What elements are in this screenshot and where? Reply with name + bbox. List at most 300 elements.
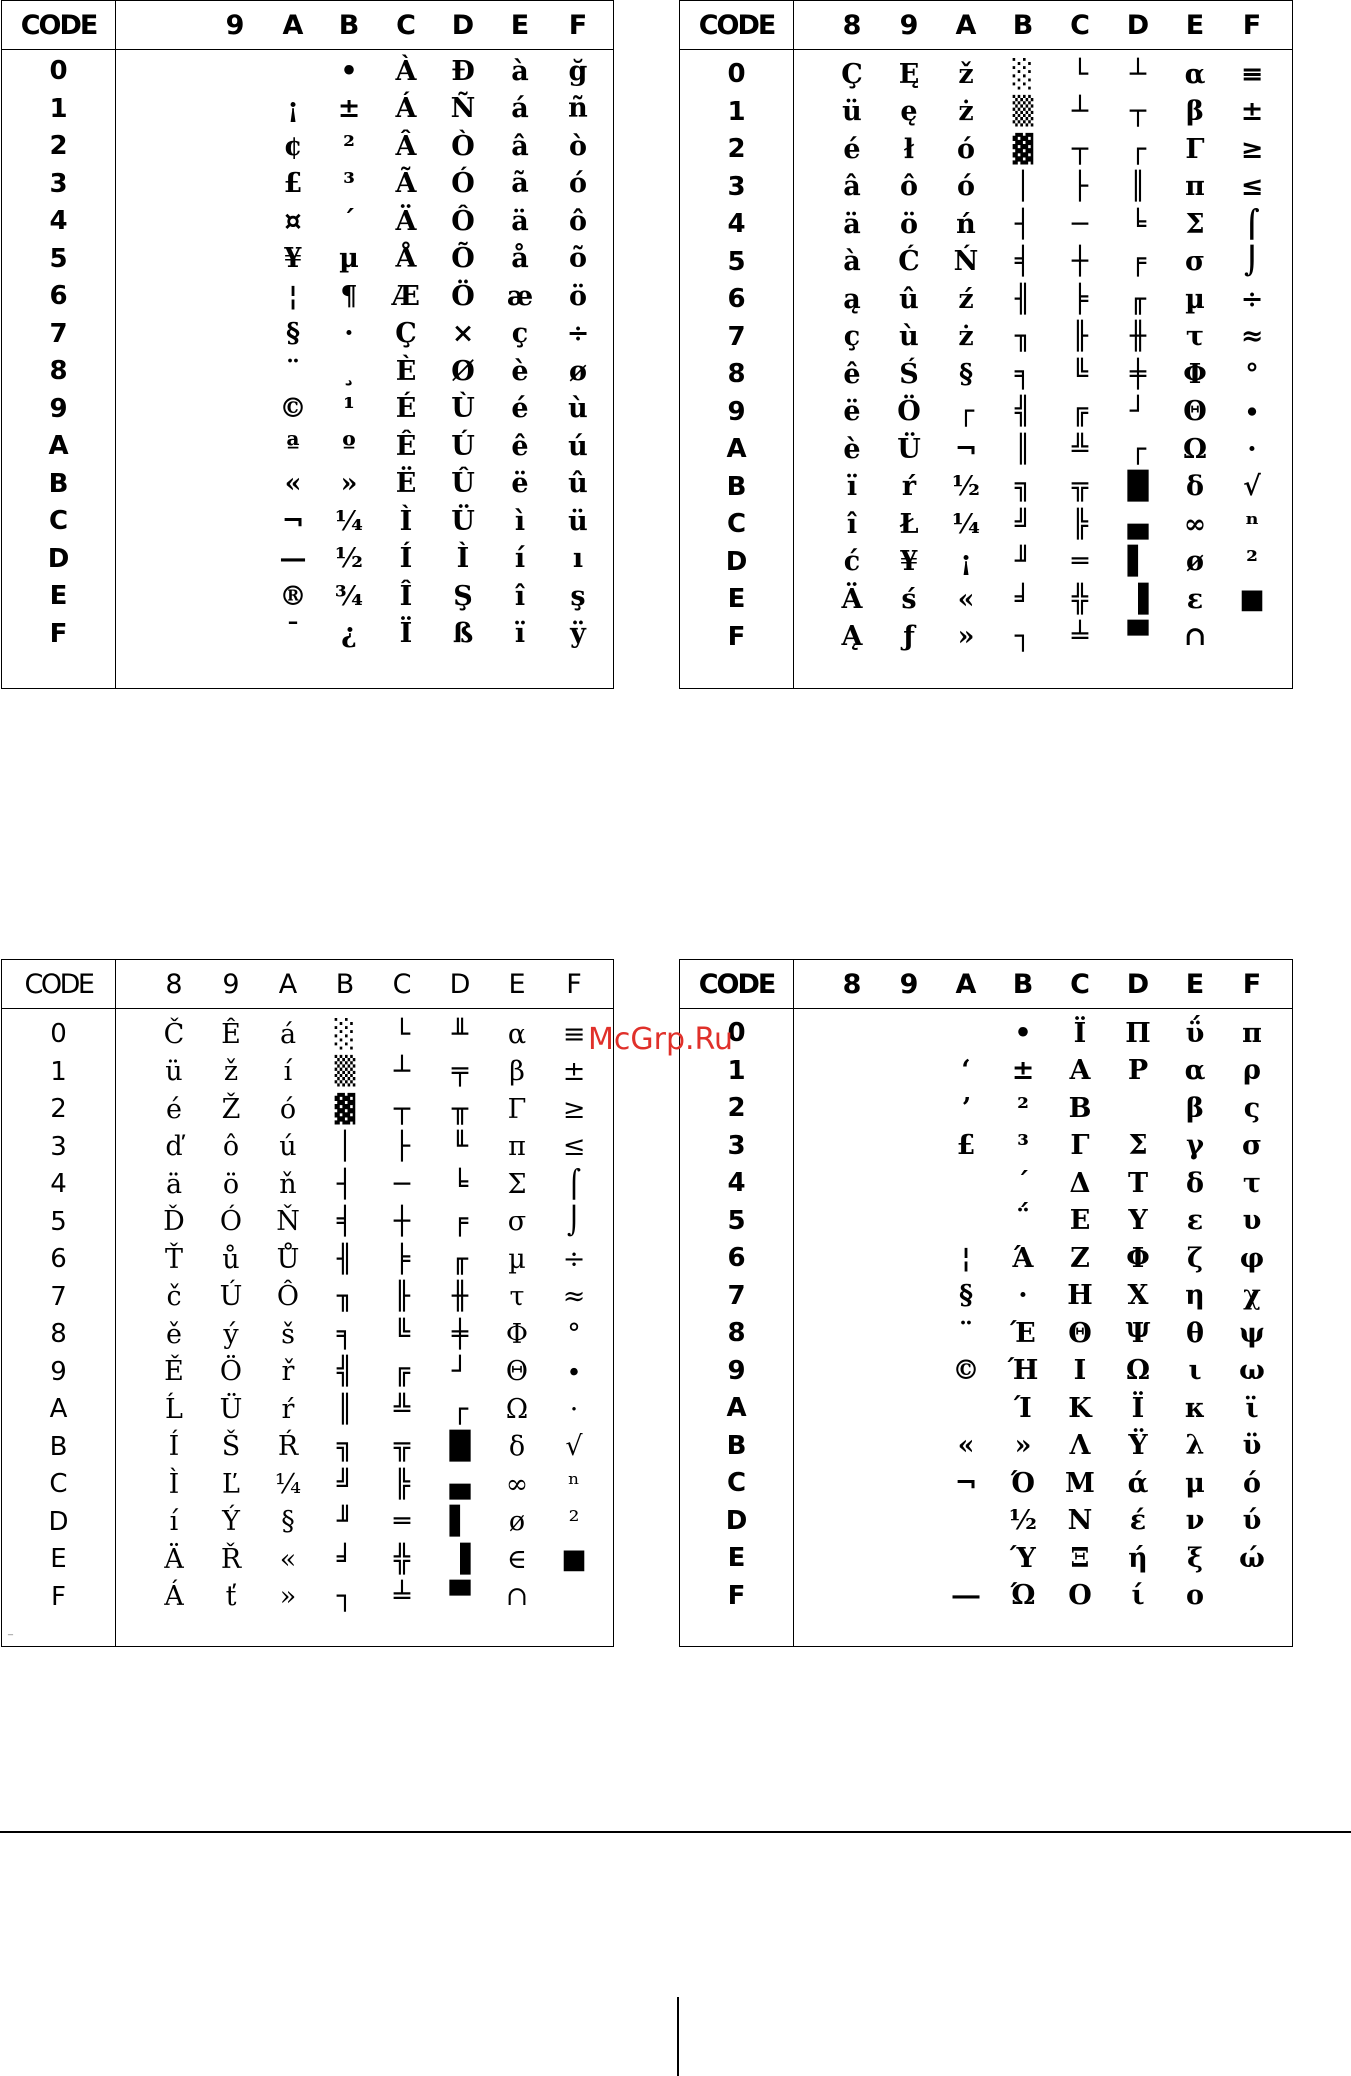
row-code-label: 9 [50, 1356, 67, 1387]
char-cell: ¨ [286, 355, 300, 387]
char-cell: ç [843, 321, 861, 352]
char-cell: ├ [393, 1131, 411, 1162]
char-cell: ± [1240, 96, 1264, 127]
char-cell [828, 1541, 876, 1575]
char-cell: Ά [1012, 1242, 1034, 1274]
char-cell: Ò [451, 130, 475, 162]
char-cell: è [511, 355, 529, 387]
row-code-label: C [48, 506, 69, 536]
char-cell: ř [281, 1356, 295, 1387]
char-cell: ® [279, 580, 307, 612]
row-code-label: 7 [49, 318, 68, 349]
column-header: 8 [842, 968, 862, 1000]
char-cell: ┬ [1129, 96, 1147, 127]
char-cell: ³ [1017, 1130, 1029, 1161]
char-cell: ň [279, 1168, 297, 1200]
char-cell: ğ [568, 55, 588, 87]
row-code-label: 7 [727, 321, 746, 352]
char-cell: ≡ [562, 1018, 586, 1050]
row-code-label: D [725, 1505, 748, 1536]
char-cell: ∞ [1183, 508, 1207, 540]
char-cell [885, 1391, 933, 1425]
char-cell: ┐ [336, 1581, 354, 1612]
char-cell: ╪ [451, 1318, 469, 1350]
column-header: D [1126, 968, 1150, 1000]
char-cell: Â [395, 130, 417, 162]
char-cell [885, 1316, 933, 1350]
column-header: F [568, 9, 588, 41]
char-cell: î [846, 508, 858, 540]
char-cell: í [169, 1506, 179, 1537]
char-cell: â [843, 171, 861, 202]
char-cell: ś [901, 583, 917, 615]
char-cell: Ι [1073, 1355, 1087, 1386]
char-cell: ź [958, 283, 974, 315]
char-cell: ¾ [334, 580, 364, 612]
char-cell: Ð [451, 55, 475, 87]
char-cell: ▀ [1127, 621, 1149, 652]
char-cell: Ü [897, 433, 921, 465]
char-cell: β [509, 1056, 525, 1087]
char-cell: σ [1242, 1130, 1262, 1161]
char-cell: β [1186, 1092, 1204, 1124]
char-cell: ≤ [1240, 171, 1264, 202]
char-cell: ¥ [283, 243, 303, 274]
char-cell: ╪ [1129, 358, 1147, 390]
char-cell: λ [1185, 1430, 1205, 1461]
char-cell: Ù [451, 393, 475, 424]
char-cell: ¬ [281, 505, 305, 537]
char-cell: ± [562, 1056, 586, 1087]
char-cell: ó [956, 171, 975, 202]
char-cell: ╖ [336, 1281, 354, 1312]
char-cell: « [279, 1543, 297, 1575]
char-cell: á [279, 1018, 297, 1050]
char-cell [550, 1580, 598, 1614]
char-cell [828, 1316, 876, 1350]
char-cell: ▌ [449, 1506, 471, 1537]
row-code-label: C [726, 1468, 747, 1498]
row-code-label: E [727, 584, 746, 614]
char-cell: Α [1069, 1055, 1091, 1086]
char-cell: ┤ [1014, 208, 1032, 240]
char-cell [828, 1166, 876, 1200]
horizontal-divider [0, 1831, 1351, 1833]
char-cell: Ή [1007, 1355, 1039, 1386]
char-cell: Κ [1068, 1392, 1092, 1424]
char-cell: Ì [456, 543, 470, 574]
char-cell: ╗ [1014, 471, 1032, 502]
char-cell [211, 92, 259, 126]
code-header: CODE [24, 968, 93, 1000]
char-cell: δ [508, 1431, 526, 1462]
char-cell: ³ [343, 168, 355, 199]
column-header: A [955, 9, 977, 41]
row-code-label: 8 [50, 1319, 67, 1349]
char-cell: ╜ [1014, 546, 1032, 577]
char-cell: ½ [334, 543, 364, 574]
row-code-label: B [49, 1431, 68, 1462]
char-cell: ╕ [1014, 358, 1032, 390]
char-cell: ö [568, 280, 587, 312]
char-cell: ì [514, 505, 526, 537]
char-cell: ό [1242, 1467, 1261, 1499]
char-cell: ż [958, 321, 974, 352]
char-cell: ¡ [960, 546, 972, 577]
char-cell: ± [337, 93, 361, 124]
char-cell: π [1185, 171, 1205, 202]
row-code-label: 8 [727, 359, 746, 389]
column-header: 9 [899, 9, 919, 41]
row-code-label: E [50, 1544, 67, 1574]
char-cell: Ρ [1127, 1055, 1149, 1086]
char-cell: ╟ [393, 1281, 411, 1312]
char-cell: Æ [392, 280, 420, 312]
char-cell: ■ [561, 1543, 587, 1575]
char-cell: Ş [453, 580, 473, 612]
char-cell: τ [1242, 1167, 1262, 1199]
char-cell: õ [568, 243, 587, 274]
charset-table-1 [1, 0, 614, 689]
char-cell: ≡ [1240, 58, 1264, 90]
char-cell [828, 1429, 876, 1463]
column-header: E [510, 9, 530, 41]
char-cell: ▓ [334, 1093, 356, 1125]
char-cell: º [342, 430, 356, 462]
char-cell: ╞ [1071, 283, 1089, 315]
char-cell: í [514, 543, 526, 574]
column-header: A [282, 9, 304, 41]
char-cell: ▐ [449, 1543, 471, 1575]
char-cell: Õ [451, 243, 475, 274]
char-cell: « [284, 468, 302, 499]
char-cell: ² [1246, 546, 1258, 577]
char-cell: ø [568, 355, 587, 387]
char-cell: Ť [164, 1243, 183, 1275]
char-cell: Í [168, 1431, 180, 1462]
row-code-label: 5 [50, 1206, 67, 1237]
char-cell: ± [1011, 1055, 1035, 1086]
char-cell: ψ [1239, 1317, 1265, 1349]
char-cell: Ä [841, 583, 863, 615]
char-cell: À [395, 55, 417, 87]
char-cell: ┌ [1129, 133, 1147, 165]
char-cell: ² [568, 1506, 580, 1537]
char-cell: » [957, 621, 975, 652]
char-cell: φ [1239, 1242, 1265, 1274]
char-cell: √ [565, 1431, 583, 1462]
char-cell: η [1185, 1280, 1205, 1311]
char-cell: β [1186, 96, 1204, 127]
char-cell: ╙ [451, 1131, 469, 1162]
char-cell [885, 1466, 933, 1500]
char-cell: ù [899, 321, 919, 352]
char-cell: ⁿ [568, 1468, 580, 1500]
char-cell [211, 204, 259, 238]
char-cell [211, 242, 259, 276]
char-cell: Ú [451, 430, 475, 462]
char-cell: Ĺ [165, 1393, 183, 1425]
char-cell: ϊ [1245, 1392, 1259, 1424]
char-cell: Ç [841, 58, 863, 90]
column-header: C [1070, 9, 1090, 41]
char-cell: Ω [1125, 1355, 1151, 1386]
char-cell: » [1014, 1430, 1032, 1461]
char-cell: ê [843, 358, 861, 390]
char-cell: Ψ [1125, 1317, 1151, 1349]
char-cell: ― [952, 1580, 980, 1611]
char-cell: ô [899, 171, 918, 202]
char-cell: Φ [1126, 1242, 1150, 1274]
char-cell [211, 542, 259, 576]
char-cell: ⌡ [566, 1206, 582, 1237]
char-cell: û [568, 468, 588, 499]
char-cell [828, 1466, 876, 1500]
char-cell: ¬ [954, 1467, 978, 1499]
char-cell: σ [1185, 246, 1205, 277]
char-cell: ρ [1243, 1055, 1261, 1086]
char-cell: θ [1185, 1317, 1204, 1349]
char-cell: Ο [1068, 1580, 1092, 1611]
char-cell: ▄ [1127, 508, 1149, 540]
char-cell [828, 1579, 876, 1613]
char-cell: ∩ [1183, 621, 1207, 652]
char-cell: ² [1017, 1092, 1029, 1124]
char-cell: ╫ [1129, 321, 1147, 352]
row-code-label: B [726, 1430, 747, 1461]
char-cell: ł [903, 133, 915, 165]
column-header: 8 [165, 968, 183, 1000]
char-cell [885, 1129, 933, 1163]
page-mark: _ [8, 1625, 13, 1636]
char-cell: ø [508, 1506, 526, 1537]
char-cell: § [958, 358, 974, 390]
char-cell: ά [1127, 1467, 1149, 1499]
char-cell: ż [958, 96, 974, 127]
char-cell: █ [449, 1431, 471, 1462]
column-header: D [451, 9, 475, 41]
char-cell: µ [1185, 283, 1205, 315]
row-code-label: 3 [727, 1130, 746, 1161]
row-code-label: 6 [727, 284, 746, 314]
char-cell: Ï [399, 618, 413, 649]
char-cell: É [395, 393, 417, 424]
char-cell: ë [511, 468, 529, 499]
char-cell: Ä [164, 1543, 184, 1575]
char-cell: Χ [1127, 1280, 1149, 1311]
char-cell: ò [568, 130, 587, 162]
char-cell [211, 129, 259, 163]
char-cell: ç [511, 318, 529, 349]
row-code-label: 4 [727, 1168, 746, 1198]
char-cell: Ê [221, 1018, 241, 1050]
char-cell: ╡ [1014, 246, 1032, 277]
char-cell: π [508, 1131, 526, 1162]
row-code-label: 0 [50, 1019, 67, 1049]
char-cell: ë [843, 396, 861, 427]
char-cell: £ [956, 1130, 976, 1161]
char-cell: ¸ [342, 355, 356, 387]
char-cell: ╒ [451, 1206, 469, 1237]
char-cell: • [340, 55, 358, 87]
column-header: E [1185, 968, 1205, 1000]
char-cell: ½ [1008, 1505, 1038, 1536]
char-cell: ô [222, 1131, 240, 1162]
char-cell: Σ [507, 1168, 527, 1200]
char-cell [828, 1129, 876, 1163]
char-cell: § [281, 1506, 295, 1537]
char-cell: Μ [1065, 1467, 1095, 1499]
char-cell: ╝ [336, 1468, 354, 1500]
char-cell: Ś [899, 358, 919, 390]
char-cell: Î [399, 580, 413, 612]
char-cell: ¼ [274, 1468, 302, 1500]
char-cell: └ [393, 1018, 411, 1050]
char-cell: ≤ [562, 1131, 586, 1162]
char-cell [885, 1016, 933, 1050]
char-cell: ╛ [1014, 583, 1032, 615]
char-cell: Ö [897, 396, 921, 427]
char-cell: Θ [1183, 396, 1207, 427]
char-cell: ┌ [957, 396, 975, 427]
char-cell [942, 1016, 990, 1050]
char-cell [885, 1354, 933, 1388]
char-cell: Ϊ [1131, 1392, 1145, 1424]
char-cell: Γ [1070, 1130, 1090, 1161]
char-cell: ¤ [284, 205, 302, 237]
char-cell: æ [506, 280, 534, 312]
char-cell: Ê [395, 430, 417, 462]
charset-table-4 [679, 959, 1293, 1647]
char-cell: £ [283, 168, 303, 199]
char-cell [828, 1016, 876, 1050]
char-cell [211, 429, 259, 463]
char-cell: Ε [1069, 1205, 1091, 1236]
char-cell: ╘ [1129, 208, 1147, 240]
char-cell: Β [1068, 1092, 1092, 1124]
char-cell [828, 1504, 876, 1538]
char-cell: Ł [899, 508, 919, 540]
char-cell: ╔ [1071, 396, 1089, 427]
char-cell: ä [511, 205, 529, 237]
column-header: 9 [222, 968, 240, 1000]
char-cell: · [344, 318, 354, 349]
row-code-label: 3 [727, 171, 746, 202]
char-cell: Ô [276, 1281, 300, 1312]
row-code-label: 6 [50, 1244, 67, 1274]
char-cell: ╦ [1071, 471, 1089, 502]
char-cell: ╣ [1014, 396, 1032, 427]
char-cell: ť [225, 1581, 237, 1612]
row-code-label: 1 [727, 1055, 746, 1086]
char-cell: ░ [334, 1018, 356, 1050]
char-cell: ┌ [1129, 433, 1147, 465]
row-code-label: 7 [727, 1280, 746, 1311]
char-cell: ╦ [393, 1431, 411, 1462]
char-cell: Ì [168, 1468, 180, 1500]
row-code-label: 8 [727, 1318, 746, 1348]
char-cell: ¬ [954, 433, 978, 465]
char-cell: Á [164, 1581, 184, 1612]
code-column-divider [115, 960, 116, 1646]
char-cell: ┴ [393, 1056, 411, 1087]
char-cell: υ [1242, 1205, 1262, 1236]
char-cell: ╜ [336, 1506, 354, 1537]
char-cell [885, 1279, 933, 1313]
vertical-divider [677, 1997, 679, 2076]
char-cell: ∈ [507, 1543, 527, 1575]
char-cell: ╬ [393, 1543, 411, 1575]
char-cell: ╝ [1014, 508, 1032, 540]
char-cell: ¹ [343, 393, 355, 424]
char-cell: Γ [1185, 133, 1205, 165]
char-cell: Í [399, 543, 413, 574]
char-cell: ╘ [451, 1168, 469, 1200]
char-cell: ╓ [1129, 283, 1147, 315]
char-cell: § [285, 318, 301, 349]
row-code-label: 4 [50, 1169, 67, 1199]
char-cell: ů [222, 1243, 240, 1275]
char-cell [211, 392, 259, 426]
column-header: F [1242, 9, 1262, 41]
char-cell: · [1247, 433, 1257, 465]
char-cell: ╬ [1071, 583, 1089, 615]
char-cell: å [511, 243, 529, 274]
char-cell [1114, 1091, 1162, 1125]
column-header: C [1070, 968, 1090, 1000]
char-cell: ╚ [393, 1318, 411, 1350]
char-cell: ¨ [959, 1317, 973, 1349]
char-cell: ί [1131, 1580, 1145, 1611]
char-cell: ╡ [336, 1206, 354, 1237]
code-column-divider [793, 1, 794, 688]
char-cell: Ñ [450, 93, 476, 124]
char-cell: ╓ [451, 1243, 469, 1275]
char-cell: ¯ [286, 618, 300, 649]
char-cell: ζ [1187, 1242, 1203, 1274]
row-code-label: 2 [49, 131, 68, 161]
char-cell: ć [843, 546, 861, 577]
row-code-label: 0 [49, 56, 68, 86]
char-cell: ¥ [899, 546, 919, 577]
char-cell [942, 1204, 990, 1238]
char-cell [211, 279, 259, 313]
char-cell: • [1014, 1017, 1032, 1049]
char-cell: ▐ [1127, 583, 1149, 615]
char-cell: ╥ [451, 1093, 469, 1125]
column-header: E [1185, 9, 1205, 41]
char-cell: ┼ [393, 1206, 411, 1237]
char-cell: ≈ [562, 1281, 586, 1312]
char-cell: ý [223, 1318, 239, 1350]
column-header: A [955, 968, 977, 1000]
row-code-label: 7 [50, 1281, 67, 1312]
char-cell: Λ [1069, 1430, 1091, 1461]
char-cell [211, 467, 259, 501]
char-cell [885, 1091, 933, 1125]
char-cell: ¶ [340, 280, 358, 312]
char-cell: ü [568, 505, 588, 537]
char-cell: × [451, 318, 475, 349]
char-cell: ╨ [451, 1018, 469, 1050]
char-cell: ä [165, 1168, 183, 1200]
char-cell: Ö [451, 280, 475, 312]
column-header: B [1012, 9, 1034, 41]
column-header: D [449, 968, 471, 1000]
char-cell: ŕ [901, 471, 917, 502]
char-cell: ┘ [451, 1356, 469, 1387]
char-cell: ν [1185, 1505, 1205, 1536]
